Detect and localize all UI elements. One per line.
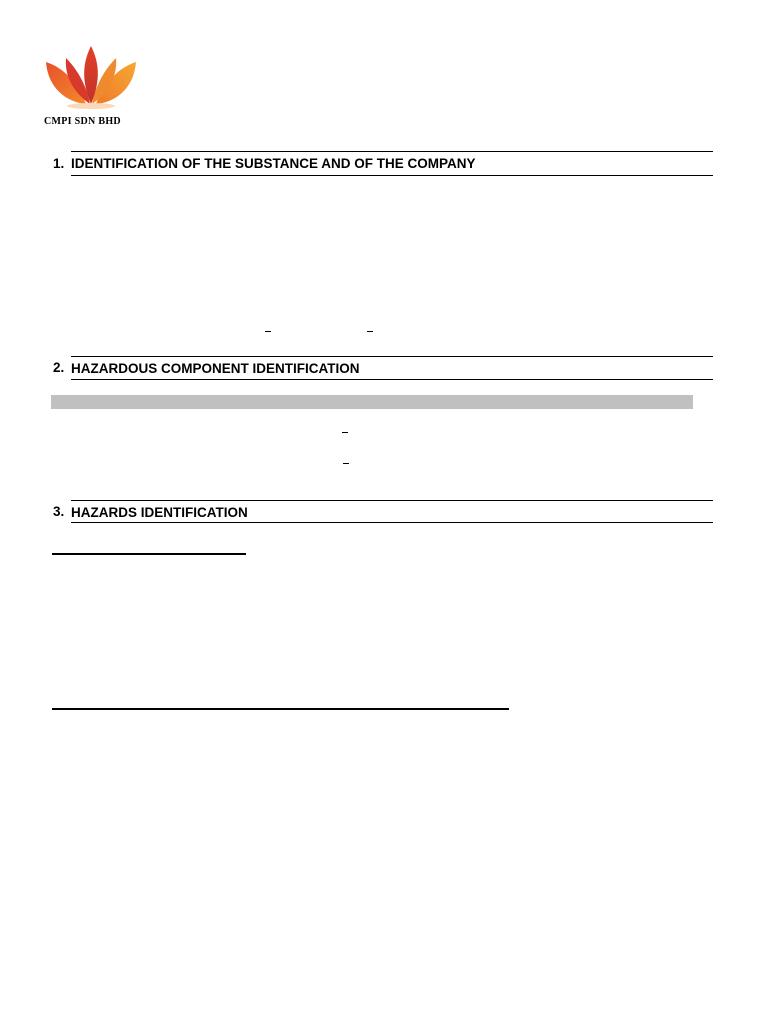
subheading-underline — [52, 708, 509, 710]
section-2-number: 2. — [53, 360, 65, 375]
blank-dash — [265, 331, 271, 332]
blank-dash — [367, 331, 373, 332]
table-header-bar — [51, 395, 693, 409]
section-1-number: 1. — [53, 156, 65, 171]
section-2-title: HAZARDOUS COMPONENT IDENTIFICATION — [71, 356, 713, 380]
company-name: CMPI SDN BHD — [44, 116, 121, 127]
section-1-title: IDENTIFICATION OF THE SUBSTANCE AND OF THE COMPANY — [71, 151, 713, 176]
section-3-title: HAZARDS IDENTIFICATION — [71, 500, 713, 523]
blank-dash — [343, 463, 349, 464]
blank-dash — [342, 432, 348, 433]
section-3-number: 3. — [53, 504, 65, 519]
lotus-logo-icon — [44, 44, 138, 110]
subheading-underline — [52, 553, 246, 555]
company-logo — [44, 44, 138, 130]
